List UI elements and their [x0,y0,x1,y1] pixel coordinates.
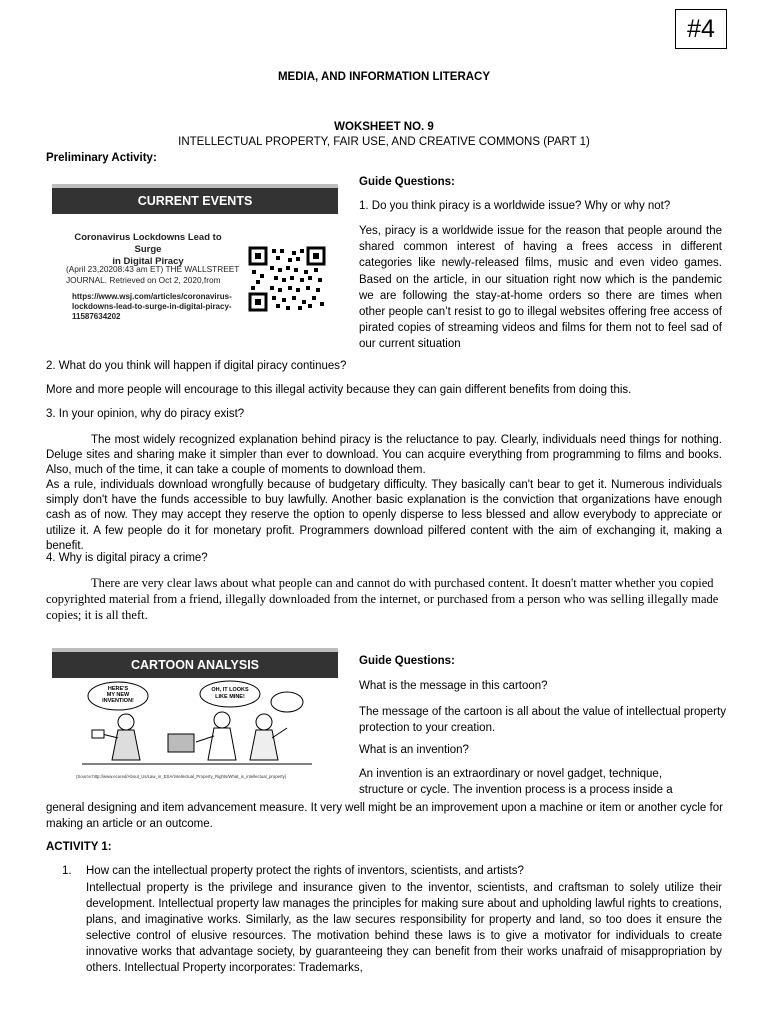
question-3: 3. In your opinion, why do piracy exist? [46,408,245,420]
speech-bubble-2 [202,687,258,701]
question-1: 1. Do you think piracy is a worldwide issue? Why or why not? [359,200,671,212]
guide-questions-label: Guide Questions: [359,176,455,188]
answer-4: There are very clear laws about what people can and cannot do with purchased content. It doesn't matter whether you copied copyrighted material from a friend, illegally downloaded from the internet, or purchased from a person who was selling illegally made copies; it is all theft. [46,576,719,622]
bubble-1-line-2: MY NEW [106,692,130,698]
citation-line-2: JOURNAL. Retrieved on Oct 2, 2020,from [66,274,221,285]
answer-3-paragraph-1: The most widely recognized explanation behind piracy is the reluctance to pay. Clearly, individuals need things for nothing. Deluge sites and sharing make it simpler than ever to download. You can acquire everything from programming to films and books. Also, much of the time, it can take a couple of moments to download them. [46,434,722,477]
cartoon-answer-1: The message of the cartoon is all about the value of intellectual property protection to your creation. [359,706,726,734]
answer-2: More and more people will encourage to this illegal activity because they can gain different benefits from doing this. [46,384,632,396]
page-number-box [675,9,727,49]
article-headline [60,232,236,268]
worksheet-topic: INTELLECTUAL PROPERTY, FAIR USE, AND CREATIVE COMMONS (PART 1) [178,136,590,148]
bubble-1-line-3: INVENTION! [102,698,134,704]
article-citation [66,264,242,285]
activity-answer: Intellectual property is the privilege and insurance given to the inventor, scientists, and craftsman to solely utilize their development. Intellectual property law manages the principles for making sure about and upholding lawful rights to creations, plans, and imaginative works. Similarly, as the law secures responsibility for property and land, so too does it ensure the selective control of elusive resources. The motivation behind these laws is to give a motivator for individuals to create innovative works that advantage society, by guaranteeing they can benefit from their works unafraid of misappropriation by others. Intellectual Property incorporates: Trademarks, [86,882,722,974]
current-events-banner: CURRENT EVENTS [52,188,338,214]
cartoon-answer-2-line-1: An invention is an extraordinary or novel gadget, technique, [359,768,663,780]
cartoon-answer-2-line-2: structure or cycle. The invention process is a process inside a [359,784,673,796]
cartoon-guide-questions-label: Guide Questions: [359,655,455,667]
activity-1-label: ACTIVITY 1: [46,841,112,853]
bubble-2-line-2: LIKE MINE! [215,694,245,700]
activity-item-number: 1. [62,865,72,877]
preliminary-activity-label: Preliminary Activity: [46,152,157,164]
citation-line-1: (April 23,20208:43 am ET) THE WALLSTREET [66,264,240,274]
cartoon-answer-2-continued: general designing and item advancement measure. It very well might be an improvement upon a machine or item or another cycle for making an article or an outcome. [46,802,723,830]
document-title: MEDIA, AND INFORMATION LITERACY [277,71,491,83]
question-4: 4. Why is digital piracy a crime? [46,552,208,564]
bubble-1-line-1: HERE'S [107,686,129,692]
page-number: #4 [687,14,715,43]
cartoon-source: (Source:http://www.ecured/About_Us/Law_in_ESA/Intellectual_Property_Rights/What_is_intellectual_property) [76,774,287,779]
answer-3-paragraph-2: As a rule, individuals download wrongfully because of budgetary difficulty. They basically can't bear to get it. Numerous individuals simply don't have the funds accessible to buy lawfully. Another basic explanation is the conviction that organizations have enough cash as of now. They may accept they reserve the option to openly disperse to less blessed and allow everybody to appreciate or utilize it. A few people do it for monetary profit. Programmers download pilfered content with the aim of exchanging it, making a benefit. [46,479,722,552]
speech-bubble-1 [92,686,144,704]
cartoon-question-2: What is an invention? [359,744,469,756]
headline-line-2: in Digital Piracy [112,256,184,267]
worksheet-number: WOKSHEET NO. 9 [334,121,434,133]
headline-line-1: Coronavirus Lockdowns Lead to Surge [74,232,222,255]
cartoon-analysis-banner: CARTOON ANALYSIS [52,652,338,678]
answer-1: Yes, piracy is a worldwide issue for the reason that people around the shared common interest of having a frees access in different categories like newly-released films, music and even video games. Based on the article, in our situation right now which is the pandemic we are following the stay-at-home orders so there are times when other people can’t resist to go to illegal websites offering free access of pirated copies of streaming videos and films for them not to feel sad of our current situation [359,225,722,351]
qr-code-icon [248,246,326,312]
cartoon-question-1: What is the message in this cartoon? [359,680,548,692]
article-url [72,292,248,322]
url-line-3: 11587634202 [72,312,121,321]
url-line-1: https://www.wsj.com/articles/coronavirus- [72,292,232,301]
url-line-2: lockdowns-lead-to-surge-in-digital-piracy- [72,302,232,311]
question-2: 2. What do you think will happen if digital piracy continues? [46,360,347,372]
activity-question: How can the intellectual property protect the rights of inventors, scientists, and artists? [86,865,524,877]
bubble-2-line-1: OH, IT LOOKS [211,687,249,693]
cartoon-analysis-image [52,648,338,784]
current-events-image [52,184,338,336]
